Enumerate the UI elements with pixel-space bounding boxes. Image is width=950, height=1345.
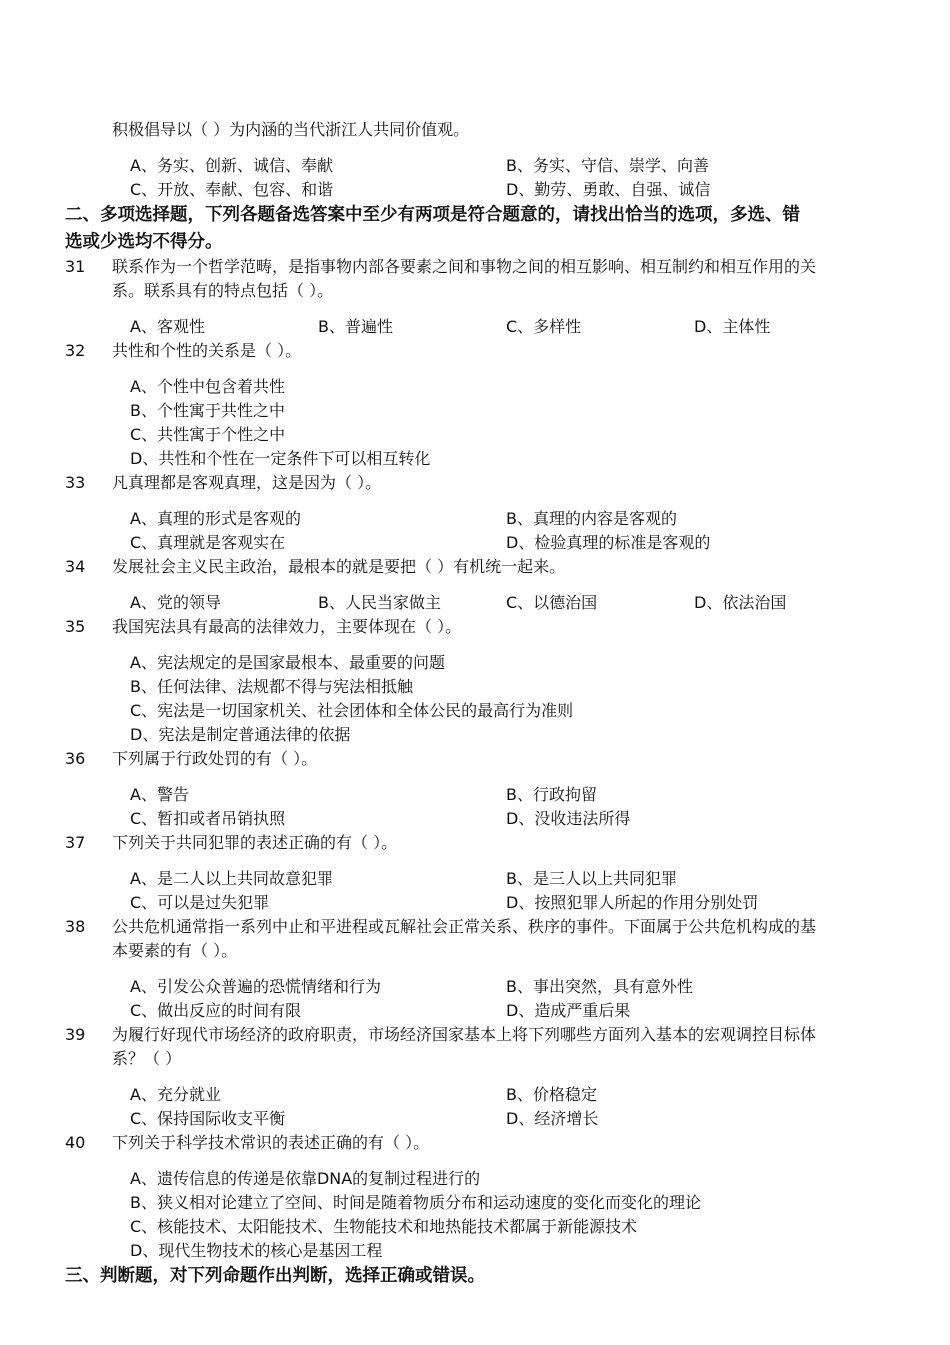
option-d: D、按照犯罪人所起的作用分别处罚	[506, 893, 759, 912]
question-text: 公共危机通常指一系列中止和平进程或瓦解社会正常关系、秩序的事件。下面属于公共危机构成的基	[112, 917, 817, 936]
question-text: 凡真理都是客观真理，这是因为（ ）。	[112, 473, 382, 492]
option-d: D、造成严重后果	[506, 1001, 631, 1020]
q30-option-a: A、务实、创新、诚信、奉献	[130, 156, 333, 175]
option-c: C、以德治国	[506, 593, 598, 612]
question-text: 共性和个性的关系是（ ）。	[112, 341, 302, 360]
option-c: C、核能技术、太阳能技术、生物能技术和地热能技术都属于新能源技术	[130, 1217, 638, 1236]
option-b: B、任何法律、法规都不得与宪法相抵触	[130, 677, 413, 696]
option-a: A、宪法规定的是国家最根本、最重要的问题	[130, 653, 445, 672]
q30-option-c: C、开放、奉献、包容、和谐	[130, 180, 334, 199]
option-a: A、充分就业	[130, 1085, 221, 1104]
option-c: C、可以是过失犯罪	[130, 893, 270, 912]
q30-option-b: B、务实、守信、崇学、向善	[506, 156, 709, 175]
question-text: 我国宪法具有最高的法律效力，主要体现在（ ）。	[112, 617, 462, 636]
option-b: B、行政拘留	[506, 785, 597, 804]
option-d: D、现代生物技术的核心是基因工程	[130, 1241, 383, 1260]
option-b: B、事出突然，具有意外性	[506, 977, 693, 996]
question-number: 38	[65, 917, 86, 936]
question-text: 系。联系具有的特点包括（ ）。	[112, 281, 334, 300]
question-number: 34	[65, 557, 86, 576]
question-number: 40	[65, 1133, 86, 1152]
option-d: D、主体性	[694, 317, 771, 336]
question-number: 39	[65, 1025, 86, 1044]
question-number: 37	[65, 833, 86, 852]
question-text: 下列关于共同犯罪的表述正确的有（ ）。	[112, 833, 398, 852]
question-text: 联系作为一个哲学范畴，是指事物内部各要素之间和事物之间的相互影响、相互制约和相互作用的关	[112, 257, 817, 276]
option-b: B、狭义相对论建立了空间、时间是随着物质分布和运动速度的变化而变化的理论	[130, 1193, 701, 1212]
option-a: A、警告	[130, 785, 189, 804]
option-d: D、宪法是制定普通法律的依据	[130, 725, 351, 744]
question-number: 33	[65, 473, 86, 492]
option-d: D、共性和个性在一定条件下可以相互转化	[130, 449, 431, 468]
option-a: A、党的领导	[130, 593, 221, 612]
q30-stem-text: 积极倡导以（ ）为内涵的当代浙江人共同价值观。	[112, 120, 470, 139]
option-c: C、真理就是客观实在	[130, 533, 286, 552]
option-a: A、个性中包含着共性	[130, 377, 285, 396]
option-c: C、多样性	[506, 317, 582, 336]
section-2-heading-line-1: 二、多项选择题，下列各题备选答案中至少有两项是符合题意的，请找出恰当的选项，多选、错	[65, 205, 800, 225]
question-number: 35	[65, 617, 86, 636]
option-b: B、个性寓于共性之中	[130, 401, 285, 420]
question-text: 为履行好现代市场经济的政府职责，市场经济国家基本上将下列哪些方面列入基本的宏观调控目标体	[112, 1025, 817, 1044]
option-a: A、遗传信息的传递是依靠DNA的复制过程进行的	[130, 1169, 481, 1188]
option-c: C、暂扣或者吊销执照	[130, 809, 286, 828]
option-a: A、客观性	[130, 317, 205, 336]
question-text: 下列关于科学技术常识的表述正确的有（ ）。	[112, 1133, 430, 1152]
option-d: D、经济增长	[506, 1109, 599, 1128]
option-b: B、价格稳定	[506, 1085, 597, 1104]
option-c: C、宪法是一切国家机关、社会团体和全体公民的最高行为准则	[130, 701, 574, 720]
option-d: D、没收违法所得	[506, 809, 631, 828]
option-b: B、是三人以上共同犯罪	[506, 869, 677, 888]
option-a: A、是二人以上共同故意犯罪	[130, 869, 333, 888]
q30-option-d: D、勤劳、勇敢、自强、诚信	[506, 180, 711, 199]
option-b: B、真理的内容是客观的	[506, 509, 677, 528]
option-d: D、检验真理的标准是客观的	[506, 533, 711, 552]
question-text: 本要素的有（ ）。	[112, 941, 238, 960]
question-number: 32	[65, 341, 86, 360]
question-text: 系？（ ）	[112, 1049, 182, 1068]
option-a: A、真理的形式是客观的	[130, 509, 301, 528]
option-c: C、保持国际收支平衡	[130, 1109, 286, 1128]
option-c: C、共性寓于个性之中	[130, 425, 286, 444]
option-a: A、引发公众普遍的恐慌情绪和行为	[130, 977, 381, 996]
option-b: B、人民当家做主	[318, 593, 441, 612]
question-number: 36	[65, 749, 86, 768]
question-number: 31	[65, 257, 86, 276]
question-text: 发展社会主义民主政治，最根本的就是要把（ ）有机统一起来。	[112, 557, 566, 576]
option-d: D、依法治国	[694, 593, 787, 612]
section-3-heading: 三、判断题，对下列命题作出判断，选择正确或错误。	[65, 1266, 485, 1286]
section-2-heading-line-2: 选或少选均不得分。	[65, 232, 223, 252]
option-b: B、普遍性	[318, 317, 393, 336]
option-c: C、做出反应的时间有限	[130, 1001, 302, 1020]
question-text: 下列属于行政处罚的有（ ）。	[112, 749, 318, 768]
